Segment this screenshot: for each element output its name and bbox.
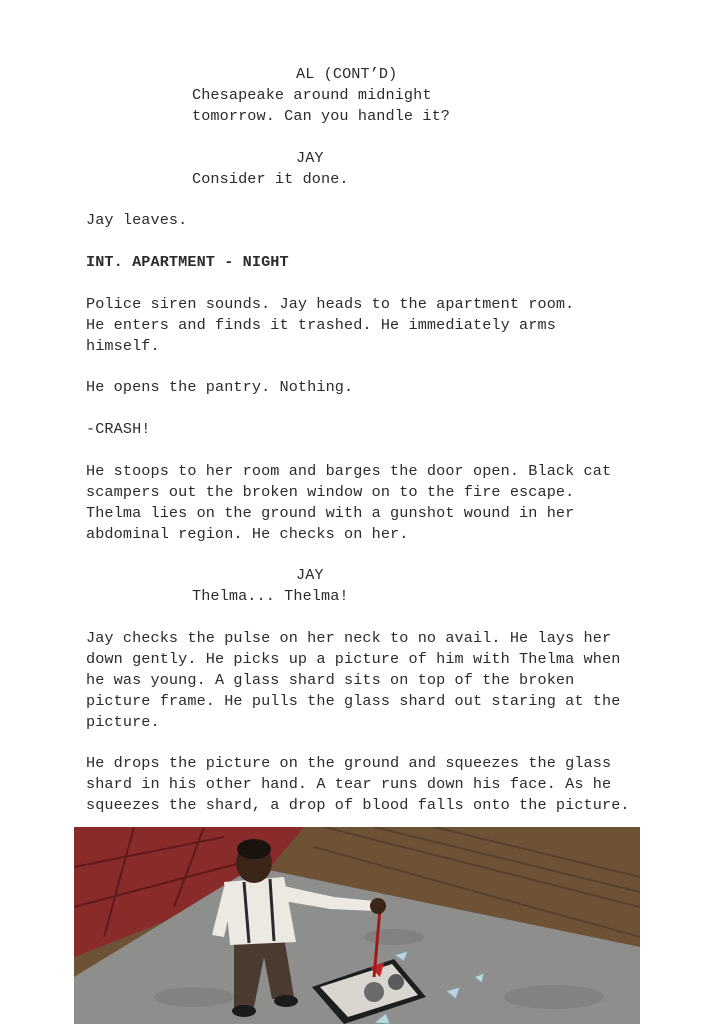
action-line: he was young. A glass shard sits on top of the broken bbox=[86, 671, 575, 689]
scene-illustration bbox=[74, 827, 640, 1024]
action-line: picture. bbox=[86, 713, 160, 731]
action-line: Jay checks the pulse on her neck to no avail. He lays her bbox=[86, 629, 612, 647]
action-line: squeezes the shard, a drop of blood falls onto the picture. bbox=[86, 796, 630, 814]
action-line: himself. bbox=[86, 337, 160, 355]
character-cue: JAY bbox=[296, 149, 324, 167]
action-line: Jay leaves. bbox=[86, 211, 188, 229]
dialogue-line: Chesapeake around midnight bbox=[192, 86, 432, 104]
action-line: He opens the pantry. Nothing. bbox=[86, 378, 354, 396]
action-line: Thelma lies on the ground with a gunshot wound in her bbox=[86, 504, 575, 522]
action-line: He drops the picture on the ground and squeezes the glass bbox=[86, 754, 612, 772]
action-line: He enters and finds it trashed. He immediately arms bbox=[86, 316, 556, 334]
dialogue-line: Thelma... Thelma! bbox=[192, 587, 349, 605]
action-line: shard in his other hand. A tear runs down his face. As he bbox=[86, 775, 612, 793]
action-line: picture frame. He pulls the glass shard out staring at the bbox=[86, 692, 621, 710]
scene-heading: INT. APARTMENT - NIGHT bbox=[86, 253, 289, 271]
action-line: Police siren sounds. Jay heads to the apartment room. bbox=[86, 295, 575, 313]
character-cue: AL (CONT’D) bbox=[296, 65, 398, 83]
action-line: abdominal region. He checks on her. bbox=[86, 525, 409, 543]
action-line: down gently. He picks up a picture of him with Thelma when bbox=[86, 650, 621, 668]
dialogue-line: Consider it done. bbox=[192, 170, 349, 188]
action-line: He stoops to her room and barges the door open. Black cat bbox=[86, 462, 612, 480]
character-cue: JAY bbox=[296, 566, 324, 584]
action-line: -CRASH! bbox=[86, 420, 151, 438]
dialogue-line: tomorrow. Can you handle it? bbox=[192, 107, 450, 125]
scene-illustration-art bbox=[74, 827, 640, 1024]
action-line: scampers out the broken window on to the fire escape. bbox=[86, 483, 575, 501]
